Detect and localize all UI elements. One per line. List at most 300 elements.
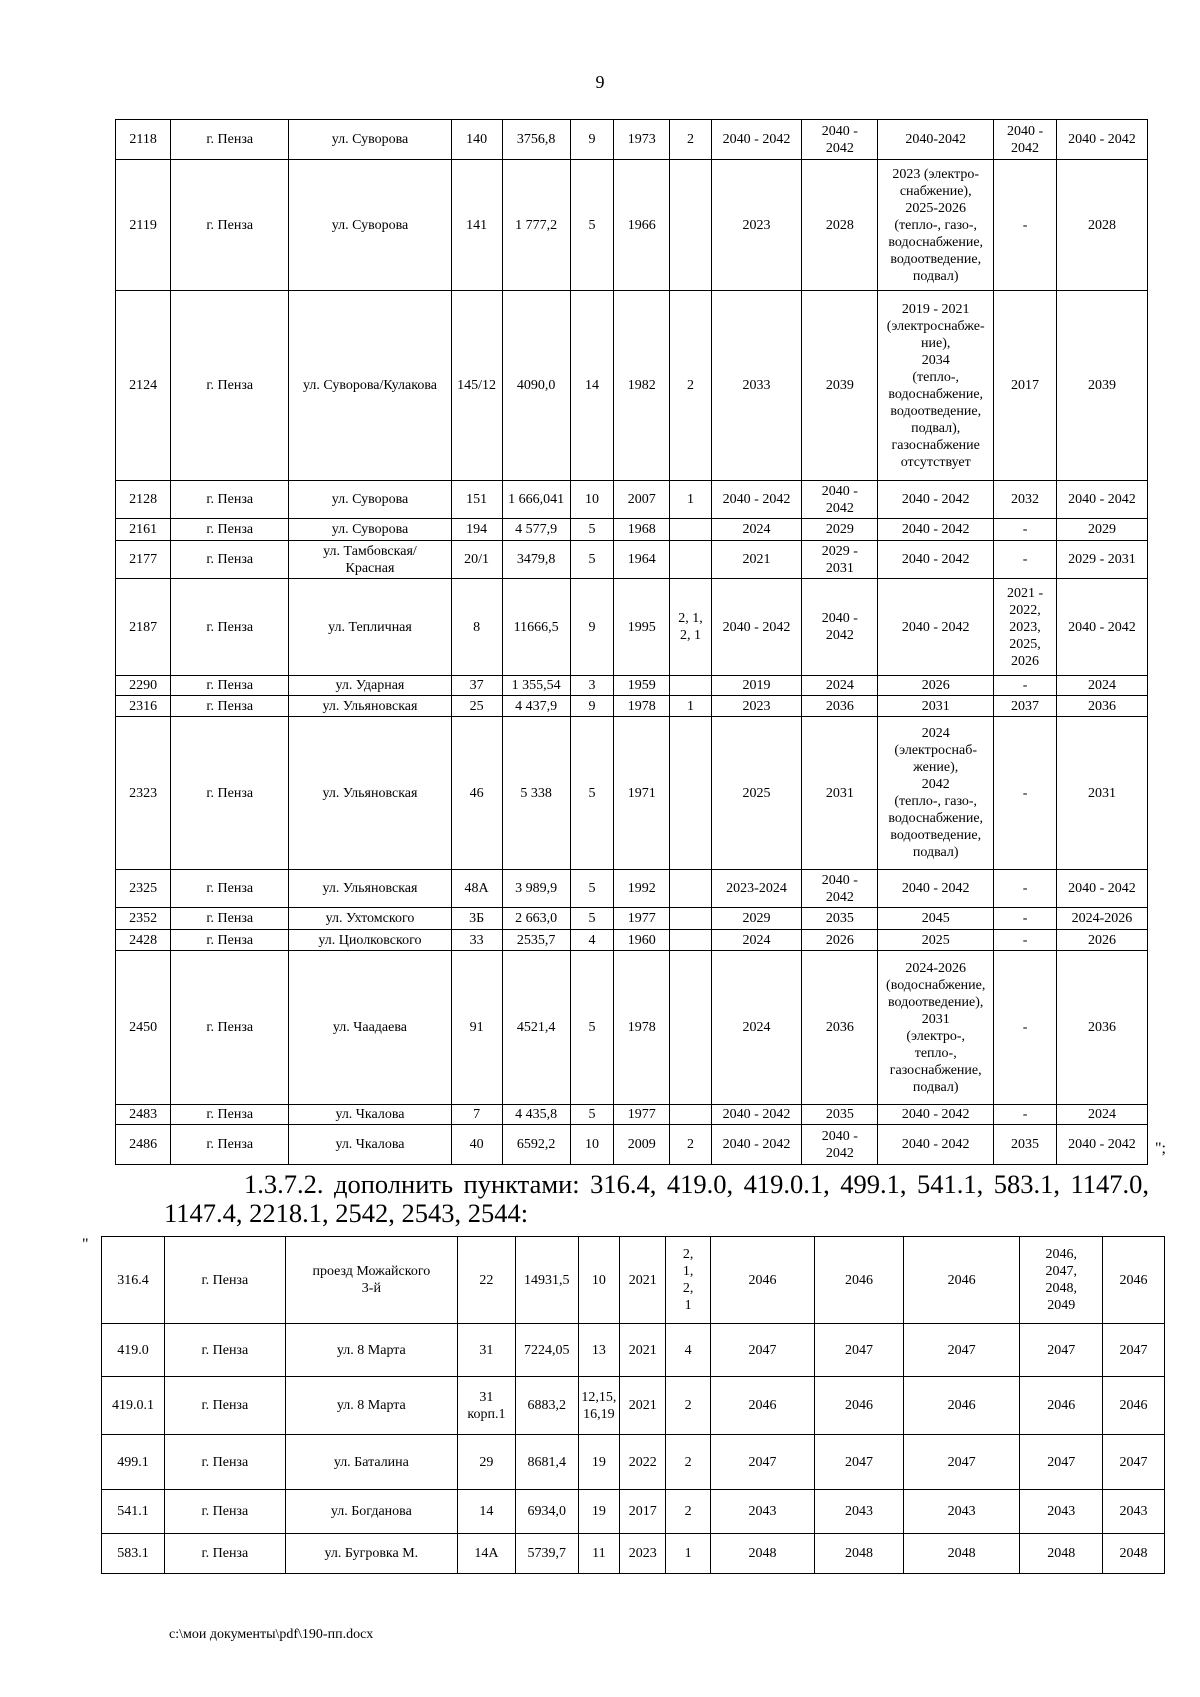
- table-cell: 316.4: [102, 1237, 165, 1324]
- table-cell: 11: [578, 1534, 619, 1574]
- table-cell: 5: [570, 519, 613, 541]
- table-cell: 5739,7: [515, 1534, 578, 1574]
- table-cell: 2029 - 2031: [1056, 541, 1147, 579]
- table-cell: 2040 - 2042: [878, 481, 994, 519]
- table-row: [116, 120, 1148, 160]
- table-cell: 2026: [802, 930, 878, 951]
- table-cell: 2021: [620, 1324, 666, 1377]
- table-cell: 19: [578, 1435, 619, 1490]
- table-cell: 31: [458, 1324, 516, 1377]
- table-cell: ул. Богданова: [285, 1490, 457, 1534]
- table-cell: 2048: [815, 1534, 904, 1574]
- table-cell: проезд Можайского 3-й: [285, 1237, 457, 1324]
- table-cell: 2128: [116, 481, 171, 519]
- table-cell: 2047: [903, 1435, 1020, 1490]
- table-cell: 2047: [710, 1435, 814, 1490]
- table-cell: 5: [570, 717, 613, 870]
- table-cell: 2040 - 2042: [711, 120, 802, 160]
- table-cell: 2040 - 2042: [878, 519, 994, 541]
- table-cell: 2046: [710, 1377, 814, 1435]
- table-cell: 2046: [1103, 1237, 1165, 1324]
- table-row: [102, 1534, 1165, 1574]
- table-cell: [670, 541, 711, 579]
- table-cell: 14931,5: [515, 1237, 578, 1324]
- table-cell: 1 777,2: [502, 160, 570, 291]
- table-cell: 1978: [614, 951, 670, 1105]
- table-cell: 10: [570, 481, 613, 519]
- table-cell: 2040 - 2042: [878, 579, 994, 676]
- table-cell: 2029 - 2031: [802, 541, 878, 579]
- table-cell: г. Пенза: [171, 951, 289, 1105]
- table-cell: г. Пенза: [164, 1237, 285, 1324]
- page-number: 9: [595, 72, 605, 92]
- table-cell: 2040 - 2042: [1056, 481, 1147, 519]
- table-cell: [670, 160, 711, 291]
- table-cell: 5: [570, 160, 613, 291]
- table-cell: ул. Ульяновская: [289, 717, 451, 870]
- table-cell: 2022: [620, 1435, 666, 1490]
- table-cell: 1968: [614, 519, 670, 541]
- table-cell: 1973: [614, 120, 670, 160]
- table-cell: 2040 - 2042: [878, 541, 994, 579]
- table-cell: 2009: [614, 1125, 670, 1165]
- table-cell: 10: [578, 1237, 619, 1324]
- table-cell: 2040 - 2042: [1056, 1125, 1147, 1165]
- table-cell: 4090,0: [502, 291, 570, 481]
- table-cell: г. Пенза: [171, 291, 289, 481]
- table-cell: г. Пенза: [171, 696, 289, 717]
- table-cell: 2025: [878, 930, 994, 951]
- table-cell: 2483: [116, 1105, 171, 1125]
- table-cell: 14А: [458, 1534, 516, 1574]
- table-cell: 11666,5: [502, 579, 570, 676]
- table-row: [102, 1377, 1165, 1435]
- table-cell: 2043: [815, 1490, 904, 1534]
- table-cell: 2017: [620, 1490, 666, 1534]
- table-cell: -: [994, 908, 1057, 930]
- table-cell: 2124: [116, 291, 171, 481]
- table-cell: 2040 - 2042: [1056, 120, 1147, 160]
- table-cell: -: [994, 519, 1057, 541]
- table-cell: 3Б: [451, 908, 502, 930]
- table-cell: 2047: [1103, 1435, 1165, 1490]
- table-cell: 3: [570, 676, 613, 696]
- table-cell: [670, 1105, 711, 1125]
- table-cell: -: [994, 951, 1057, 1105]
- table-cell: 2039: [802, 291, 878, 481]
- table-cell: г. Пенза: [164, 1435, 285, 1490]
- table-cell: 2047: [1020, 1435, 1103, 1490]
- table-cell: 2047: [815, 1324, 904, 1377]
- table-cell: [670, 519, 711, 541]
- table-cell: 2046: [903, 1237, 1020, 1324]
- table-row: [102, 1324, 1165, 1377]
- table-cell: ул. Чаадаева: [289, 951, 451, 1105]
- table-cell: 2: [670, 291, 711, 481]
- table-cell: 31 корп.1: [458, 1377, 516, 1435]
- table-cell: г. Пенза: [171, 160, 289, 291]
- table-cell: 2, 1, 2, 1: [670, 579, 711, 676]
- table-cell: 91: [451, 951, 502, 1105]
- table-cell: г. Пенза: [171, 519, 289, 541]
- table-cell: 2026: [1056, 930, 1147, 951]
- table-cell: [670, 951, 711, 1105]
- table-cell: 2024: [711, 930, 802, 951]
- table-cell: 541.1: [102, 1490, 165, 1534]
- table-cell: 2023: [620, 1534, 666, 1574]
- table-cell: 9: [570, 120, 613, 160]
- table-row: [116, 696, 1148, 717]
- table-cell: ул. Тепличная: [289, 579, 451, 676]
- table-cell: 2040 - 2042: [711, 579, 802, 676]
- table-cell: г. Пенза: [171, 676, 289, 696]
- table-row: [116, 870, 1148, 908]
- table-cell: г. Пенза: [171, 1105, 289, 1125]
- table-cell: 1: [670, 696, 711, 717]
- opening-quote: ": [82, 1236, 89, 1253]
- table-cell: ул. Ульяновская: [289, 696, 451, 717]
- table-cell: 5: [570, 1105, 613, 1125]
- table-cell: 2007: [614, 481, 670, 519]
- table-cell: ул. Ульяновская: [289, 870, 451, 908]
- table-cell: 4: [570, 930, 613, 951]
- footer-file-path: c:\мои документы\pdf\190-пп.docx: [169, 1627, 374, 1642]
- table-cell: 2039: [1056, 291, 1147, 481]
- table-cell: 2036: [802, 696, 878, 717]
- table-cell: 499.1: [102, 1435, 165, 1490]
- table-cell: 1971: [614, 717, 670, 870]
- table-cell: [670, 908, 711, 930]
- table-cell: 2161: [116, 519, 171, 541]
- table-cell: 2428: [116, 930, 171, 951]
- table-row: [116, 930, 1148, 951]
- table-cell: ул. 8 Марта: [285, 1377, 457, 1435]
- table-cell: 20/1: [451, 541, 502, 579]
- table-cell: 2040 - 2042: [802, 870, 878, 908]
- table-cell: 2: [666, 1435, 710, 1490]
- table-cell: 19: [578, 1490, 619, 1534]
- table-cell: 2033: [711, 291, 802, 481]
- table-cell: 194: [451, 519, 502, 541]
- table-cell: 2024: [1056, 676, 1147, 696]
- table-cell: 2040 - 2042: [802, 481, 878, 519]
- table-cell: -: [994, 930, 1057, 951]
- table-cell: 46: [451, 717, 502, 870]
- table-cell: ул. Суворова: [289, 481, 451, 519]
- table-cell: 2045: [878, 908, 994, 930]
- table-cell: 2: [666, 1490, 710, 1534]
- table-cell: 2: [670, 120, 711, 160]
- table-cell: 2323: [116, 717, 171, 870]
- table-cell: 1 355,54: [502, 676, 570, 696]
- table-cell: 2046: [903, 1377, 1020, 1435]
- table-cell: 2028: [1056, 160, 1147, 291]
- table-cell: 140: [451, 120, 502, 160]
- housing-table-continued: [115, 119, 1148, 1165]
- table-cell: г. Пенза: [164, 1490, 285, 1534]
- table-cell: г. Пенза: [164, 1534, 285, 1574]
- table-cell: 2036: [802, 951, 878, 1105]
- table-cell: 8: [451, 579, 502, 676]
- table-cell: 2046: [815, 1377, 904, 1435]
- table-cell: 2118: [116, 120, 171, 160]
- table-cell: 2316: [116, 696, 171, 717]
- table-cell: 2024: [1056, 1105, 1147, 1125]
- table-cell: 1982: [614, 291, 670, 481]
- table-cell: 2046: [815, 1237, 904, 1324]
- table-cell: 419.0: [102, 1324, 165, 1377]
- table-cell: [670, 717, 711, 870]
- table-cell: ул. Бугровка М.: [285, 1534, 457, 1574]
- table-row: [102, 1435, 1165, 1490]
- table-cell: 1: [670, 481, 711, 519]
- table-cell: 419.0.1: [102, 1377, 165, 1435]
- table-cell: [670, 676, 711, 696]
- table-cell: 2019 - 2021 (электроснабже- ние), 2034 (тепло-, водоснабжение, водоотведение, подвал), газоснабжение отсутствует: [878, 291, 994, 481]
- table-cell: 2031: [1056, 717, 1147, 870]
- table-cell: ул. Циолковского: [289, 930, 451, 951]
- table-cell: 4521,4: [502, 951, 570, 1105]
- table-cell: 3 989,9: [502, 870, 570, 908]
- table-cell: 5 338: [502, 717, 570, 870]
- table-row: [116, 291, 1148, 481]
- table-cell: 2024 (электроснаб- жение), 2042 (тепло-, газо-, водоснабжение, водоотведение, подвал): [878, 717, 994, 870]
- table-cell: г. Пенза: [171, 1125, 289, 1165]
- table-cell: ул. Суворова: [289, 120, 451, 160]
- table-row: [116, 676, 1148, 696]
- table-cell: 1992: [614, 870, 670, 908]
- table-row: [116, 1105, 1148, 1125]
- table-cell: 2048: [1020, 1534, 1103, 1574]
- table-cell: 2047: [1020, 1324, 1103, 1377]
- table-cell: 2046: [1020, 1377, 1103, 1435]
- table-cell: 14: [458, 1490, 516, 1534]
- table-cell: 2040 - 2042: [711, 1105, 802, 1125]
- table-cell: 2024: [802, 676, 878, 696]
- table-cell: 2043: [1103, 1490, 1165, 1534]
- table-cell: 2535,7: [502, 930, 570, 951]
- table-cell: 145/12: [451, 291, 502, 481]
- table-row: [116, 908, 1148, 930]
- table-cell: 2040 - 2042: [1056, 579, 1147, 676]
- table-cell: 1977: [614, 1105, 670, 1125]
- table-cell: 141: [451, 160, 502, 291]
- table-cell: 7: [451, 1105, 502, 1125]
- table-cell: 4 437,9: [502, 696, 570, 717]
- table-cell: 2024-2026 (водоснабжение, водоотведение), 2031 (электро-, тепло-, газоснабжение, подвал): [878, 951, 994, 1105]
- table-cell: 2046: [710, 1237, 814, 1324]
- table-cell: 2025: [711, 717, 802, 870]
- table-cell: 5: [570, 951, 613, 1105]
- table-cell: 1959: [614, 676, 670, 696]
- amendment-text: 1.3.7.2. дополнить пунктами: 316.4, 419.0, 419.0.1, 499.1, 541.1, 583.1, 1147.0, 1147.4, 2218.1, 2542, 2543, 2544:: [164, 1169, 1149, 1228]
- table-cell: ул. Баталина: [285, 1435, 457, 1490]
- table-cell: -: [994, 870, 1057, 908]
- table-cell: 583.1: [102, 1534, 165, 1574]
- table-cell: 2029: [802, 519, 878, 541]
- table-cell: 1964: [614, 541, 670, 579]
- table-cell: 13: [578, 1324, 619, 1377]
- table-cell: ул. Чкалова: [289, 1105, 451, 1125]
- table-cell: 2119: [116, 160, 171, 291]
- table-cell: 1977: [614, 908, 670, 930]
- table-cell: 5: [570, 870, 613, 908]
- table-cell: 2040 - 2042: [802, 120, 878, 160]
- table-cell: 2040 - 2042: [1056, 870, 1147, 908]
- table-cell: 40: [451, 1125, 502, 1165]
- table-cell: 2290: [116, 676, 171, 696]
- table-cell: 4 435,8: [502, 1105, 570, 1125]
- table-cell: 2035: [994, 1125, 1057, 1165]
- table-cell: 2, 1, 2, 1: [666, 1237, 710, 1324]
- table-cell: 1995: [614, 579, 670, 676]
- closing-quote: ";: [1155, 1140, 1166, 1157]
- table-cell: 2026: [878, 676, 994, 696]
- table-cell: г. Пенза: [164, 1377, 285, 1435]
- table-cell: 2019: [711, 676, 802, 696]
- table-cell: 9: [570, 579, 613, 676]
- table-row: [102, 1490, 1165, 1534]
- table-cell: 2035: [802, 1105, 878, 1125]
- table-cell: г. Пенза: [171, 481, 289, 519]
- table-cell: 2021 - 2022, 2023, 2025, 2026: [994, 579, 1057, 676]
- table-cell: 2040 - 2042: [711, 1125, 802, 1165]
- housing-table-additions: [101, 1236, 1165, 1574]
- table-cell: 2046: [1103, 1377, 1165, 1435]
- table-cell: ул. Ударная: [289, 676, 451, 696]
- table-cell: -: [994, 717, 1057, 870]
- table-cell: 2024: [711, 951, 802, 1105]
- table-cell: ул. Ухтомского: [289, 908, 451, 930]
- table-cell: 4: [666, 1324, 710, 1377]
- table-cell: ул. Суворова: [289, 160, 451, 291]
- table-cell: 151: [451, 481, 502, 519]
- table-cell: 2 663,0: [502, 908, 570, 930]
- table-cell: 9: [570, 696, 613, 717]
- table-cell: 6592,2: [502, 1125, 570, 1165]
- table-cell: 2021: [711, 541, 802, 579]
- table-row: [116, 160, 1148, 291]
- table-cell: 5: [570, 541, 613, 579]
- table-cell: 14: [570, 291, 613, 481]
- table-cell: г. Пенза: [164, 1324, 285, 1377]
- table-cell: ул. Чкалова: [289, 1125, 451, 1165]
- table-cell: 5: [570, 908, 613, 930]
- table-cell: 2: [670, 1125, 711, 1165]
- table-cell: 2043: [903, 1490, 1020, 1534]
- table-cell: [670, 870, 711, 908]
- table-cell: 2040 - 2042: [878, 1105, 994, 1125]
- table-cell: 2047: [903, 1324, 1020, 1377]
- table-cell: ул. 8 Марта: [285, 1324, 457, 1377]
- table-cell: ул. Тамбовская/ Красная: [289, 541, 451, 579]
- table-cell: 2177: [116, 541, 171, 579]
- table-row: [116, 1125, 1148, 1165]
- table-cell: 2023: [711, 160, 802, 291]
- table-cell: 2036: [1056, 696, 1147, 717]
- table-cell: 2043: [1020, 1490, 1103, 1534]
- table-cell: 29: [458, 1435, 516, 1490]
- table-cell: [670, 930, 711, 951]
- table-cell: 2029: [711, 908, 802, 930]
- table-cell: 2021: [620, 1237, 666, 1324]
- amendment-paragraph: [164, 1170, 1149, 1228]
- table-cell: 2: [666, 1377, 710, 1435]
- table-cell: 2037: [994, 696, 1057, 717]
- table-cell: -: [994, 160, 1057, 291]
- table-cell: г. Пенза: [171, 908, 289, 930]
- table-cell: 2017: [994, 291, 1057, 481]
- table-cell: 25: [451, 696, 502, 717]
- table-cell: г. Пенза: [171, 870, 289, 908]
- table-cell: -: [994, 541, 1057, 579]
- table-cell: 1: [666, 1534, 710, 1574]
- table-cell: 1 666,041: [502, 481, 570, 519]
- table-cell: г. Пенза: [171, 717, 289, 870]
- table-cell: 2187: [116, 579, 171, 676]
- table-cell: 8681,4: [515, 1435, 578, 1490]
- table-cell: 2047: [815, 1435, 904, 1490]
- table-cell: 2043: [710, 1490, 814, 1534]
- table-cell: 2029: [1056, 519, 1147, 541]
- table-cell: 2040 - 2042: [711, 481, 802, 519]
- table-cell: 48А: [451, 870, 502, 908]
- table-cell: 2047: [710, 1324, 814, 1377]
- table-cell: 2031: [802, 717, 878, 870]
- table-cell: 2036: [1056, 951, 1147, 1105]
- table-cell: 10: [570, 1125, 613, 1165]
- table-cell: 2046, 2047, 2048, 2049: [1020, 1237, 1103, 1324]
- table-cell: 2352: [116, 908, 171, 930]
- table-cell: 2035: [802, 908, 878, 930]
- table-cell: 2048: [903, 1534, 1020, 1574]
- table-cell: 4 577,9: [502, 519, 570, 541]
- table-cell: 2028: [802, 160, 878, 291]
- table-cell: 2023 (электро- снабжение), 2025-2026 (тепло-, газо-, водоснабжение, водоотведение, подвал): [878, 160, 994, 291]
- table-cell: г. Пенза: [171, 541, 289, 579]
- table-cell: 2040 - 2042: [878, 870, 994, 908]
- table-cell: 2450: [116, 951, 171, 1105]
- table-cell: 37: [451, 676, 502, 696]
- table-cell: 2024: [711, 519, 802, 541]
- table-cell: 2048: [710, 1534, 814, 1574]
- table-cell: ул. Суворова/Кулакова: [289, 291, 451, 481]
- table-cell: 3756,8: [502, 120, 570, 160]
- table-row: [102, 1237, 1165, 1324]
- table-cell: 2047: [1103, 1324, 1165, 1377]
- table-cell: 2040-2042: [878, 120, 994, 160]
- table-cell: 33: [451, 930, 502, 951]
- table-cell: 2023: [711, 696, 802, 717]
- table-cell: 6883,2: [515, 1377, 578, 1435]
- table-cell: г. Пенза: [171, 930, 289, 951]
- table-cell: г. Пенза: [171, 579, 289, 676]
- table-cell: 2024-2026: [1056, 908, 1147, 930]
- table-cell: ул. Суворова: [289, 519, 451, 541]
- table-cell: 22: [458, 1237, 516, 1324]
- table-cell: 2040 - 2042: [878, 1125, 994, 1165]
- table-cell: 2023-2024: [711, 870, 802, 908]
- table-cell: 1966: [614, 160, 670, 291]
- table-cell: 2031: [878, 696, 994, 717]
- table-cell: 2021: [620, 1377, 666, 1435]
- table-cell: 2040 - 2042: [802, 579, 878, 676]
- table-row: [116, 951, 1148, 1105]
- table-row: [116, 717, 1148, 870]
- table-cell: 6934,0: [515, 1490, 578, 1534]
- table-cell: 2048: [1103, 1534, 1165, 1574]
- table-cell: 1960: [614, 930, 670, 951]
